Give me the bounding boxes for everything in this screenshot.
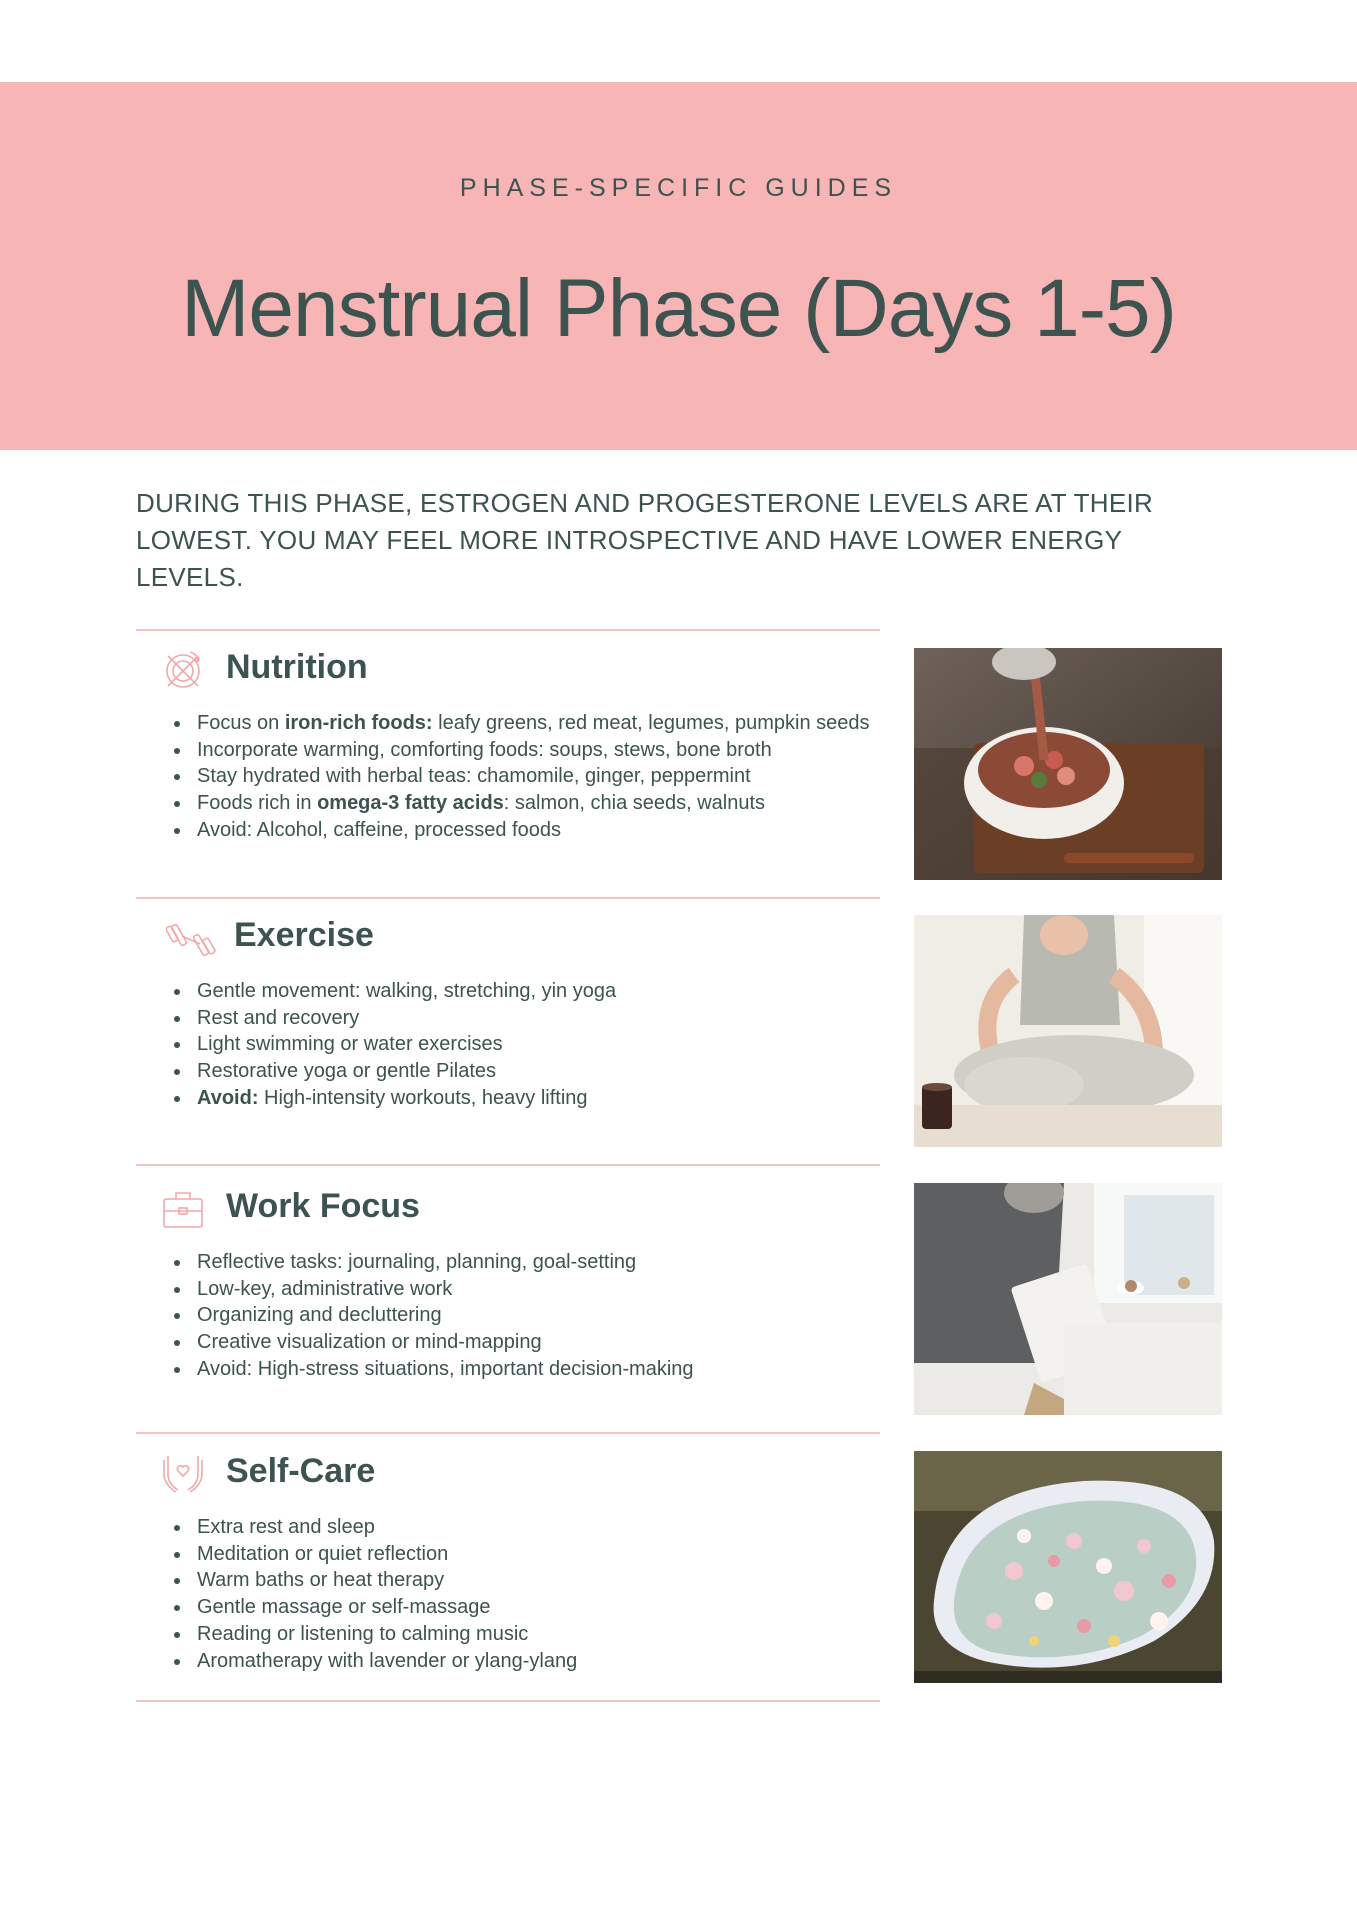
flower-bath-photo	[914, 1451, 1222, 1683]
list-item: Rest and recovery	[136, 1005, 896, 1032]
intro-text: DURING THIS PHASE, ESTROGEN AND PROGESTERONE LEVELS ARE AT THEIR LOWEST. YOU MAY FEEL MORE INTROSPECTIVE AND HAVE LOWER ENERGY LEVELS.	[136, 488, 1154, 592]
list-item: Foods rich in omega-3 fatty acids: salmon, chia seeds, walnuts	[136, 790, 896, 817]
section-header	[136, 1444, 896, 1504]
bullet	[174, 1016, 180, 1022]
bullet	[174, 1632, 180, 1638]
list-item: Reading or listening to calming music	[136, 1621, 896, 1648]
bullet	[174, 1042, 180, 1048]
section-header	[136, 1179, 896, 1239]
section-nutrition	[136, 640, 896, 841]
bullet	[174, 1260, 180, 1266]
section-title: Nutrition	[226, 648, 368, 686]
section-header	[136, 640, 896, 700]
list-item: Restorative yoga or gentle Pilates	[136, 1058, 896, 1085]
bullet	[174, 1659, 180, 1665]
nutrition-plate-icon	[160, 648, 206, 692]
section-divider	[136, 629, 880, 631]
list-item: Aromatherapy with lavender or ylang-ylang	[136, 1648, 896, 1675]
bullet	[174, 721, 180, 727]
journaling-photo	[914, 1183, 1222, 1415]
section-title: Work Focus	[226, 1187, 420, 1225]
item-list	[136, 978, 896, 1112]
header-kicker: PHASE-SPECIFIC GUIDES	[459, 174, 898, 202]
list-item: Creative visualization or mind-mapping	[136, 1329, 896, 1356]
list-item: Extra rest and sleep	[136, 1514, 896, 1541]
bullet	[174, 1552, 180, 1558]
bullet	[174, 801, 180, 807]
list-item: Avoid: Alcohol, caffeine, processed foods	[136, 817, 896, 844]
item-list	[136, 1249, 896, 1383]
bullet	[174, 1340, 180, 1346]
bullet	[174, 748, 180, 754]
bullet	[174, 1287, 180, 1293]
bullet	[174, 1313, 180, 1319]
bullet	[174, 828, 180, 834]
list-item: Avoid: High-stress situations, important decision-making	[136, 1356, 896, 1383]
soup-bowl-photo	[914, 648, 1222, 880]
bullet	[174, 1367, 180, 1373]
section-divider	[136, 1164, 880, 1166]
list-item: Incorporate warming, comforting foods: soups, stews, bone broth	[136, 737, 896, 764]
list-item: Organizing and decluttering	[136, 1302, 896, 1329]
bullet	[174, 989, 180, 995]
list-item: Focus on iron-rich foods: leafy greens, red meat, legumes, pumpkin seeds	[136, 710, 896, 737]
list-item: Avoid: High-intensity workouts, heavy lifting	[136, 1085, 896, 1112]
list-item: Reflective tasks: journaling, planning, goal-setting	[136, 1249, 896, 1276]
list-item: Gentle movement: walking, stretching, yin yoga	[136, 978, 896, 1005]
bullet	[174, 1096, 180, 1102]
meditation-photo	[914, 915, 1222, 1147]
bullet	[174, 1605, 180, 1611]
briefcase-icon	[160, 1187, 206, 1231]
section-header	[136, 908, 896, 968]
bullet	[174, 1578, 180, 1584]
list-item: Stay hydrated with herbal teas: chamomile, ginger, peppermint	[136, 763, 896, 790]
section-divider	[136, 1700, 880, 1702]
section-exercise	[136, 908, 896, 1109]
list-item: Warm baths or heat therapy	[136, 1567, 896, 1594]
list-item: Gentle massage or self-massage	[136, 1594, 896, 1621]
section-title: Exercise	[234, 916, 374, 954]
list-item: Light swimming or water exercises	[136, 1031, 896, 1058]
section-self-care	[136, 1444, 896, 1672]
list-item: Low-key, administrative work	[136, 1276, 896, 1303]
dumbbell-icon	[166, 916, 212, 960]
bullet	[174, 1069, 180, 1075]
bullet	[174, 774, 180, 780]
section-divider	[136, 897, 880, 899]
section-title: Self-Care	[226, 1452, 376, 1490]
item-list	[136, 710, 896, 844]
item-list	[136, 1514, 896, 1674]
bullet	[174, 1525, 180, 1531]
caring-hands-heart-icon	[160, 1452, 206, 1496]
section-work-focus	[136, 1179, 896, 1380]
page-title: Menstrual Phase (Days 1-5)	[181, 263, 1176, 354]
section-divider	[136, 1432, 880, 1434]
list-item: Meditation or quiet reflection	[136, 1541, 896, 1568]
